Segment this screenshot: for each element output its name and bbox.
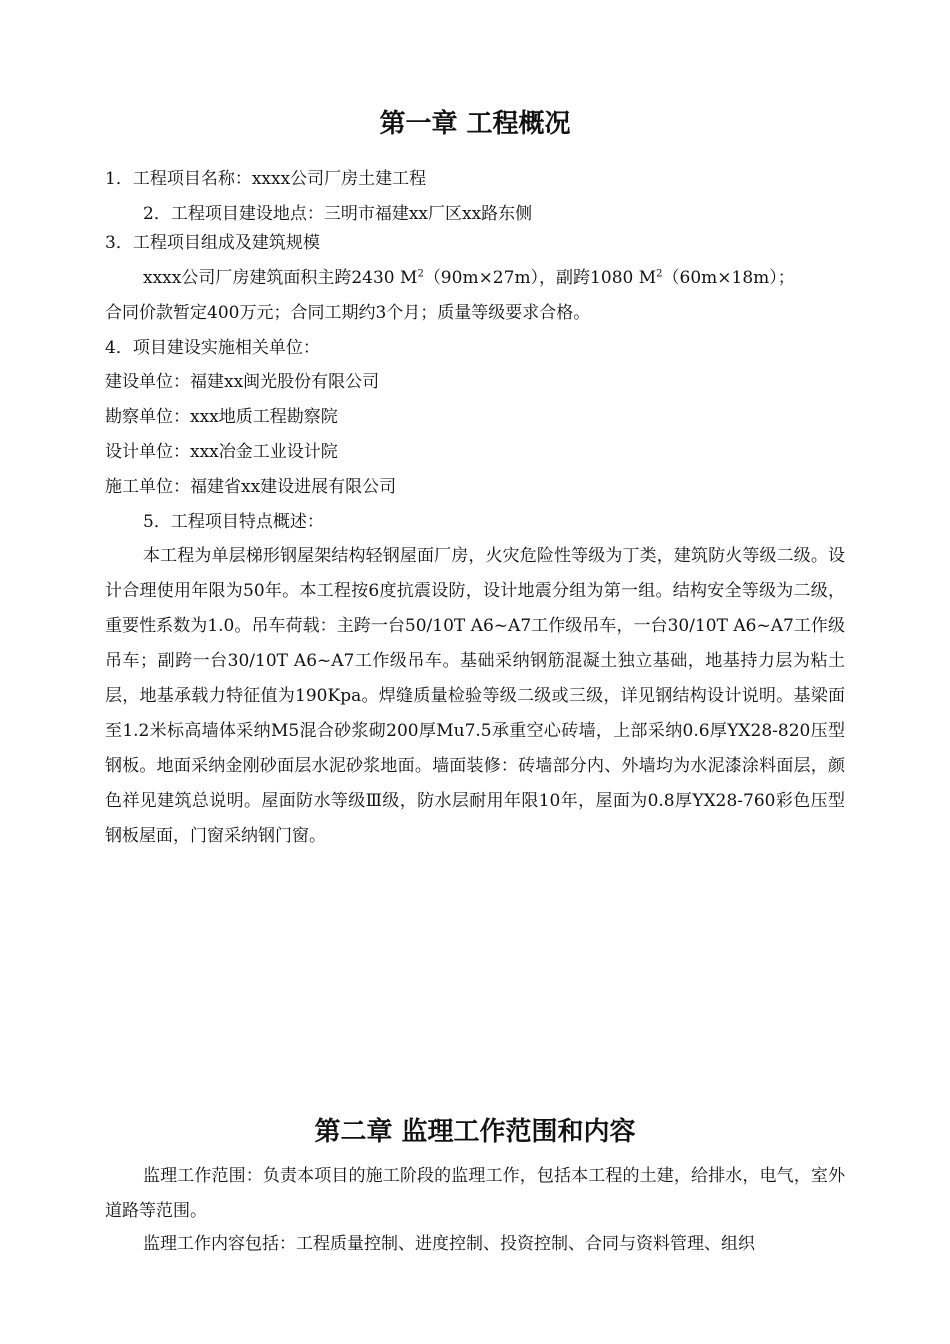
scope-paragraph xyxy=(105,1159,845,1229)
superscript-2: 2 xyxy=(656,268,663,280)
chapter-1-title: 第一章 工程概况 xyxy=(379,109,571,139)
scale-contract-line: 合同价款暂定400万元；合同工期约3个月；质量等级要求合格。 xyxy=(105,303,591,323)
item-2-project-location: 2．工程项目建设地点：三明市福建xx厂区xx路东侧 xyxy=(143,204,533,224)
item-3-heading: 3．工程项目组成及建筑规模 xyxy=(105,233,320,253)
unit-construction-owner: 建设单位：福建xx闽光股份有限公司 xyxy=(105,372,380,392)
unit-design: 设计单位：xxx冶金工业设计院 xyxy=(105,442,338,462)
scale-description xyxy=(143,268,795,288)
item-5-heading: 5．工程项目特点概述： xyxy=(143,512,324,532)
scale-text-b: （90m×27m），副跨1080 M xyxy=(423,268,657,288)
chapter-2-title: 第二章 监理工作范围和内容 xyxy=(314,1117,636,1147)
item-4-heading: 4．项目建设实施相关单位： xyxy=(105,338,320,358)
superscript-2: 2 xyxy=(417,268,424,280)
content-paragraph: 监理工作内容包括：工程质量控制、进度控制、投资控制、合同与资料管理、组织 xyxy=(143,1234,755,1254)
unit-survey: 勘察单位：xxx地质工程勘察院 xyxy=(105,407,338,427)
overview-text: 本工程为单层梯形钢屋架结构轻钢屋面厂房，火灾危险性等级为丁类，建筑防火等级二级。设计合理使用年限为50年。本工程按6度抗震设防，设计地震分组为第一组。结构安全等级为二级，重要性系数为1.0。吊车荷载：主跨一台50/10T A6~A7工作级吊车，一台30/10T A6~A7工作级吊车；副跨一台30/10T A6~A7工作级吊车。基础采纳钢筋混凝土独立基础，地基持力层为粘土层，地基承载力特征值为190Kpa。焊缝质量检验等级二级或三级，详见钢结构设计说明。基梁面至1.2米标高墙体采纳M5混合砂浆砌200厚Mu7.5承重空心砖墙，上部采纳0.6厚YX28-820压型钢板。地面采纳金刚砂面层水泥砂浆地面。墙面装修：砖墙部分内、外墙均为水泥漆涂料面层，颜色祥见建筑总说明。屋面防水等级Ⅲ级，防水层耐用年限10年，屋面为0.8厚YX28-760彩色压型钢板屋面，门窗采纳钢门窗。 xyxy=(105,546,845,846)
item-1-project-name: 1．工程项目名称：xxxx公司厂房土建工程 xyxy=(105,169,427,189)
unit-contractor: 施工单位：福建省xx建设进展有限公司 xyxy=(105,477,397,497)
overview-paragraph xyxy=(105,539,845,854)
scope-text: 监理工作范围：负责本项目的施工阶段的监理工作，包括本工程的土建，给排水，电气，室外道路等范围。 xyxy=(105,1166,845,1221)
scale-text-a: xxxx公司厂房建筑面积主跨2430 M xyxy=(143,268,418,288)
scale-text-c: （60m×18m）； xyxy=(662,268,795,288)
